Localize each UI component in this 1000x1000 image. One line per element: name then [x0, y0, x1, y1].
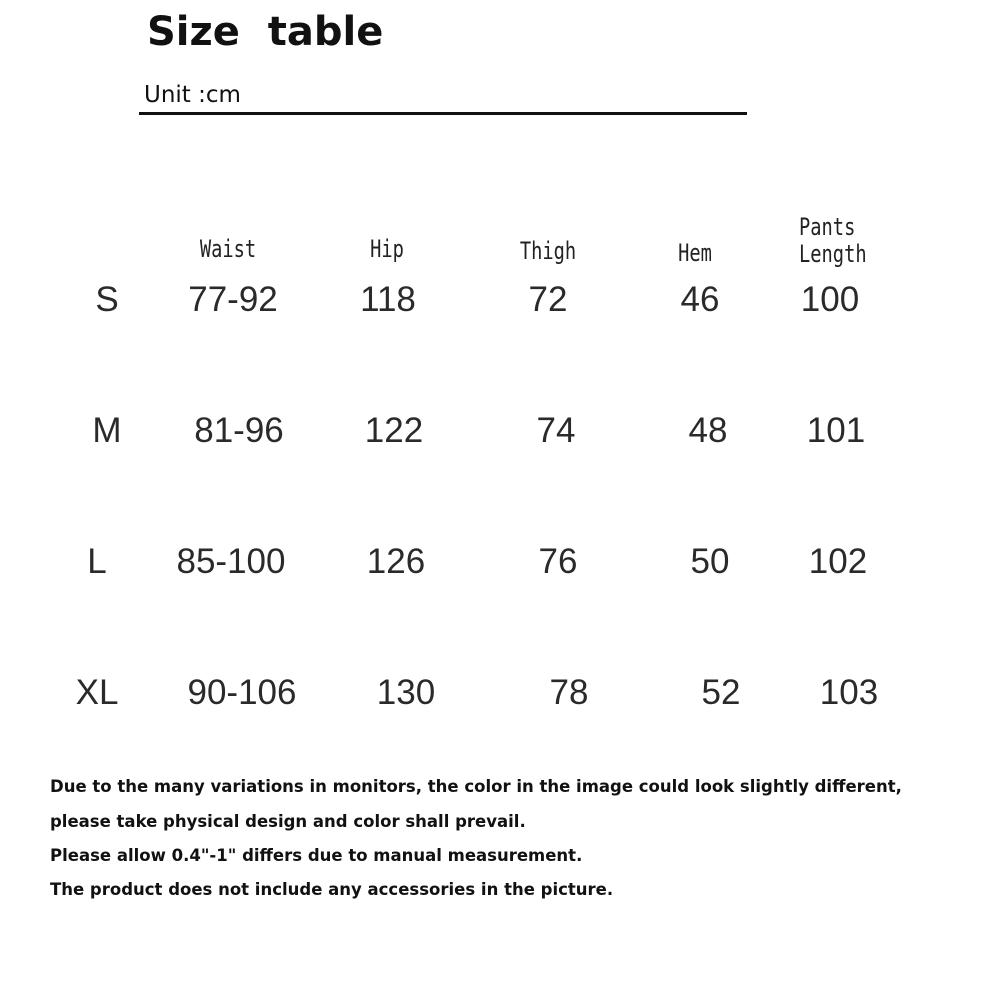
header-hem: Hem: [678, 239, 712, 267]
cell-waist: 90-106: [187, 673, 297, 712]
cell-thigh: 76: [538, 542, 578, 581]
cell-hip: 118: [360, 280, 416, 319]
note-line: Due to the many variations in monitors, the color in the image could look slightly different,: [50, 777, 902, 796]
cell-length: 101: [806, 411, 866, 450]
header-pants-length: Pants Length: [799, 213, 867, 268]
unit-label: Unit :cm: [144, 82, 241, 108]
cell-hem: 48: [688, 411, 728, 450]
cell-hip: 126: [366, 542, 426, 581]
cell-thigh: 78: [549, 673, 589, 712]
cell-hem: 50: [690, 542, 730, 581]
size-label: L: [87, 542, 107, 581]
cell-thigh: 72: [528, 280, 568, 319]
cell-waist: 77-92: [188, 280, 278, 319]
note-line: please take physical design and color shall prevail.: [50, 812, 526, 831]
page-title: Size table: [147, 9, 384, 55]
size-label: M: [92, 411, 122, 450]
cell-length: 103: [819, 673, 879, 712]
cell-length: 102: [808, 542, 868, 581]
cell-length: 100: [800, 280, 860, 319]
cell-waist: 81-96: [194, 411, 284, 450]
title-divider: [139, 112, 747, 115]
cell-hem: 46: [680, 280, 720, 319]
cell-waist: 85-100: [176, 542, 286, 581]
cell-thigh: 74: [536, 411, 576, 450]
size-label: XL: [75, 673, 119, 712]
header-waist: Waist: [199, 235, 257, 263]
header-thigh: Thigh: [519, 237, 577, 265]
note-line: The product does not include any accessories in the picture.: [50, 880, 614, 899]
cell-hem: 52: [701, 673, 741, 712]
header-hip: Hip: [370, 235, 404, 263]
cell-hip: 130: [376, 673, 436, 712]
cell-hip: 122: [364, 411, 424, 450]
size-label: S: [95, 280, 119, 319]
note-line: Please allow 0.4"-1" differs due to manual measurement.: [50, 846, 583, 865]
